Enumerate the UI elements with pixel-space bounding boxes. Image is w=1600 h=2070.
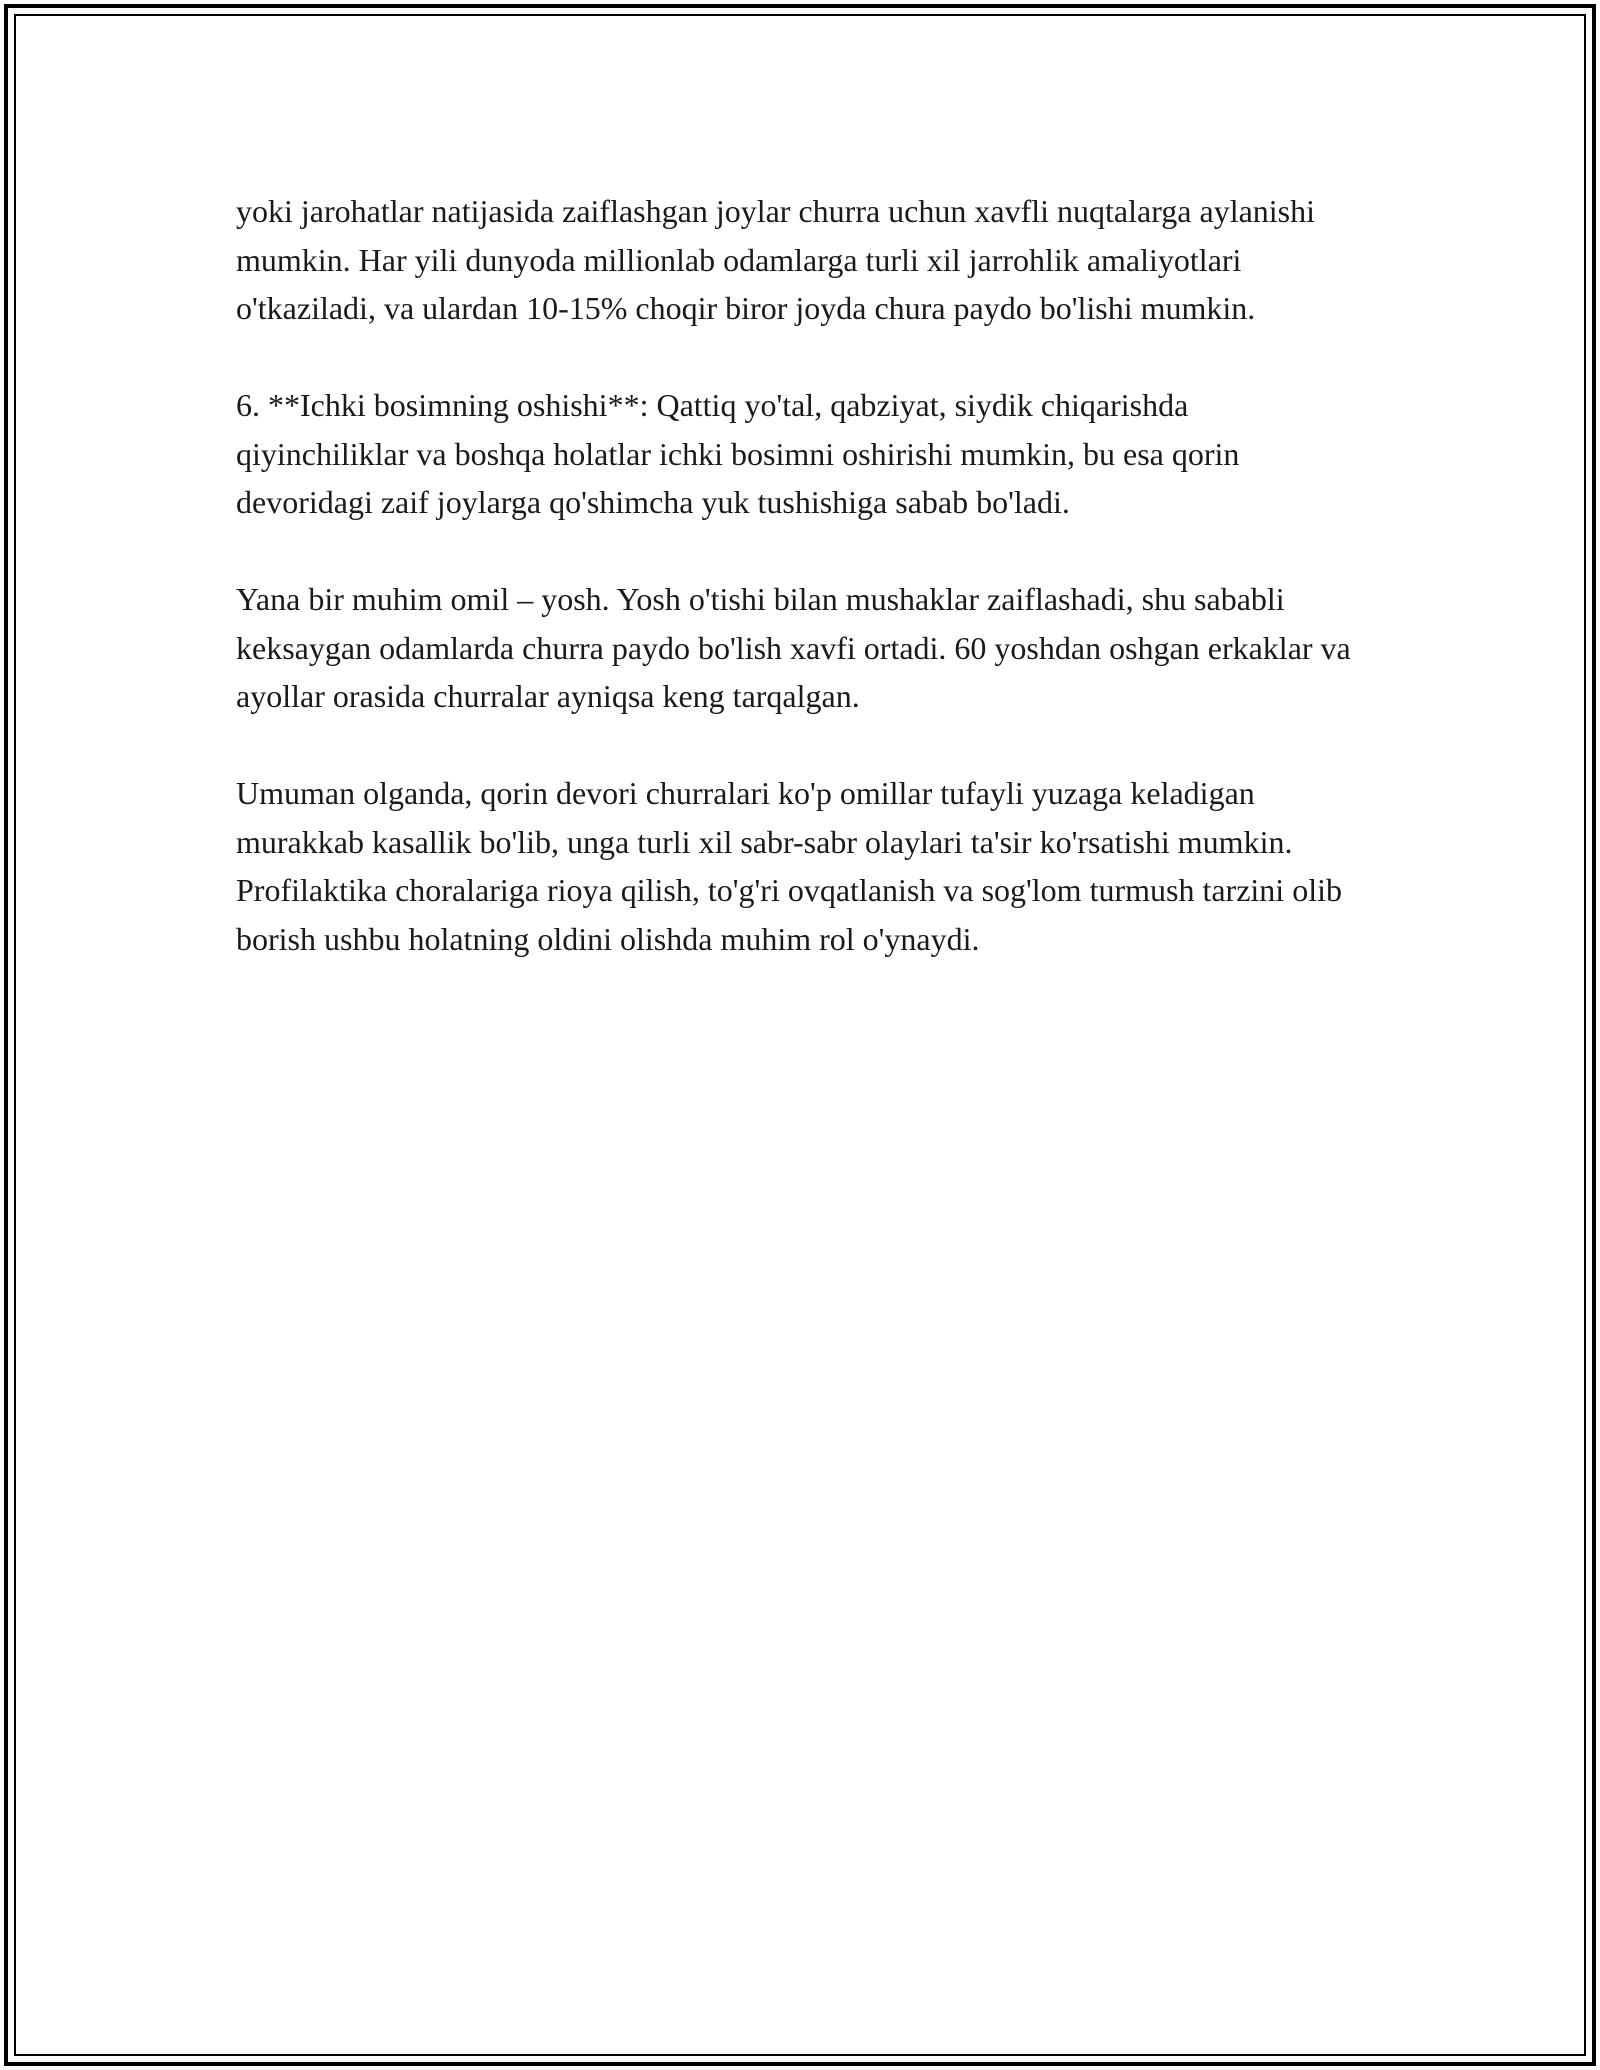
paragraph-age-factor: Yana bir muhim omil – yosh. Yosh o'tishi bilan mushaklar zaiflashadi, shu sababli keksaygan odamlarda churra paydo bo'lish xavfi ortadi. 60 yoshdan oshgan erkaklar va ayollar orasida churralar ayniqsa keng tarqalgan. [236, 581, 1351, 714]
paragraph-conclusion: Umuman olganda, qorin devori churralari ko'p omillar tufayli yuzaga keladigan murakkab kasallik bo'lib, unga turli xil sabr-sabr olaylari ta'sir ko'rsatishi mumkin. Profilaktika choralariga rioya qilish, to'g'ri ovqatlanish va sog'lom turmush tarzini olib borish ushbu holatning oldini olishda muhim rol o'ynaydi. [236, 775, 1342, 957]
paragraph-internal-pressure: 6. **Ichki bosimning oshishi**: Qattiq yo'tal, qabziyat, siydik chiqarishda qiyinchiliklar va boshqa holatlar ichki bosimni oshirishi mumkin, bu esa qorin devoridagi zaif joylarga qo'shimcha yuk tushishiga sabab bo'ladi. [236, 387, 1240, 520]
paragraph-surgery-risk: yoki jarohatlar natijasida zaiflashgan joylar churra uchun xavfli nuqtalarga aylanishi mumkin. Har yili dunyoda millionlab odamlarga turli xil jarrohlik amaliyotlari o'tkaziladi, va ulardan 10-15% choqir biror joyda chura paydo bo'lishi mumkin. [236, 193, 1316, 326]
document-body [236, 187, 1366, 963]
